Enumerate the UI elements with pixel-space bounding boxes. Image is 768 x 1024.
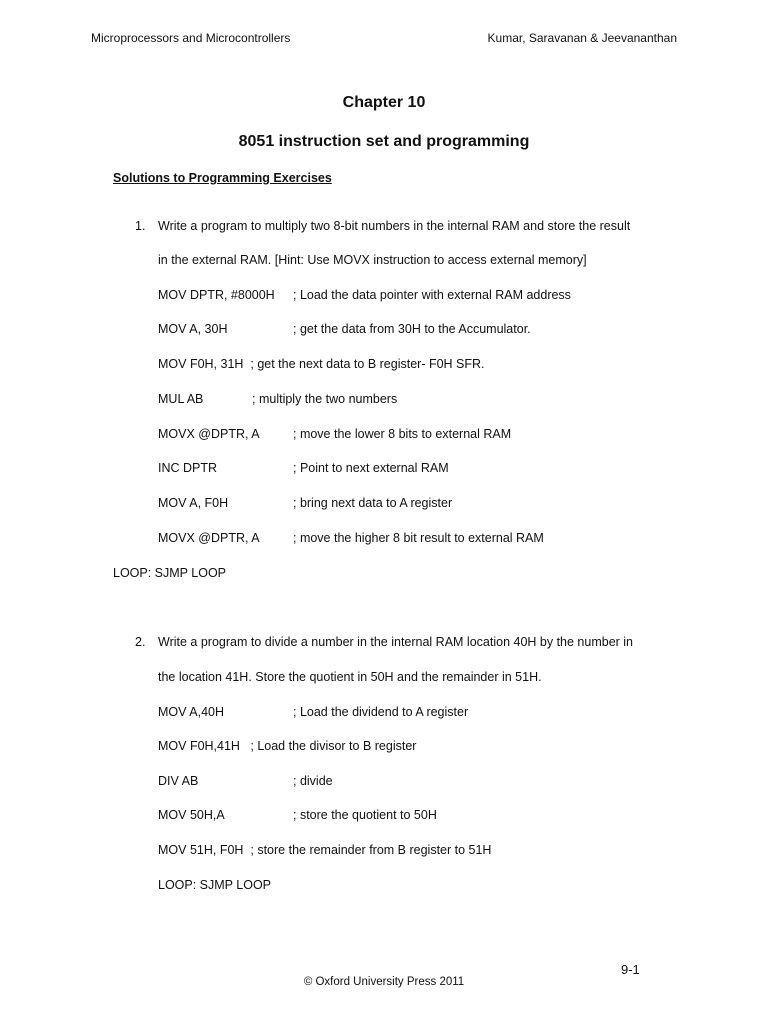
chapter-subject: 8051 instruction set and programming	[238, 133, 530, 150]
code-comment: ; get the data from 30H to the Accumulator.	[293, 322, 531, 336]
loop-line: LOOP: SJMP LOOP	[113, 566, 227, 580]
exercise-question: Write a program to divide a number in the internal RAM location 40H by the number in	[158, 635, 634, 649]
code-instruction: MOVX @DPTR, A	[158, 531, 260, 545]
code-instruction: MOV A,40H	[158, 705, 224, 719]
code-instruction: MOV A, F0H	[158, 496, 229, 510]
section-title: Solutions to Programming Exercises	[113, 171, 332, 185]
code-line: MOV 51H, F0H ; store the remainder from B register to 51H	[158, 843, 492, 857]
code-comment: ; Load the dividend to A register	[293, 705, 469, 719]
loop-line: LOOP: SJMP LOOP	[158, 878, 272, 892]
page-number: 9-1	[621, 962, 640, 977]
exercise-question: in the external RAM. [Hint: Use MOVX instruction to access external memory]	[158, 253, 587, 267]
code-line: MOV F0H,41H ; Load the divisor to B register	[158, 739, 417, 753]
chapter-title: Chapter 10	[342, 94, 426, 111]
code-comment: ; store the quotient to 50H	[293, 808, 437, 822]
code-comment: ; bring next data to A register	[293, 496, 453, 510]
code-instruction: MOV DPTR, #8000H	[158, 288, 275, 302]
exercise-question: the location 41H. Store the quotient in 50H and the remainder in 51H.	[158, 670, 542, 684]
code-instruction: MOV 50H,A	[158, 808, 225, 822]
exercise-number: 1.	[135, 219, 146, 233]
code-comment: ; divide	[293, 774, 333, 788]
code-instruction: MOV A, 30H	[158, 322, 228, 336]
code-comment: ; Point to next external RAM	[293, 461, 449, 475]
code-comment: ; move the lower 8 bits to external RAM	[293, 427, 512, 441]
code-line: MUL AB ; multiply the two numbers	[158, 392, 398, 406]
code-comment: ; Load the data pointer with external RAM address	[293, 288, 571, 302]
code-instruction: DIV AB	[158, 774, 199, 788]
code-line: MOV F0H, 31H ; get the next data to B register- F0H SFR.	[158, 357, 485, 371]
code-comment: ; move the higher 8 bit result to external RAM	[293, 531, 544, 545]
code-instruction: INC DPTR	[158, 461, 218, 475]
code-instruction: MOVX @DPTR, A	[158, 427, 260, 441]
running-header-right: Kumar, Saravanan & Jeevananthan	[487, 31, 677, 45]
running-header-left: Microprocessors and Microcontrollers	[91, 31, 291, 45]
footer-copyright: © Oxford University Press 2011	[303, 976, 465, 988]
exercise-question: Write a program to multiply two 8-bit numbers in the internal RAM and store the result	[158, 219, 631, 233]
exercise-number: 2.	[135, 635, 146, 649]
